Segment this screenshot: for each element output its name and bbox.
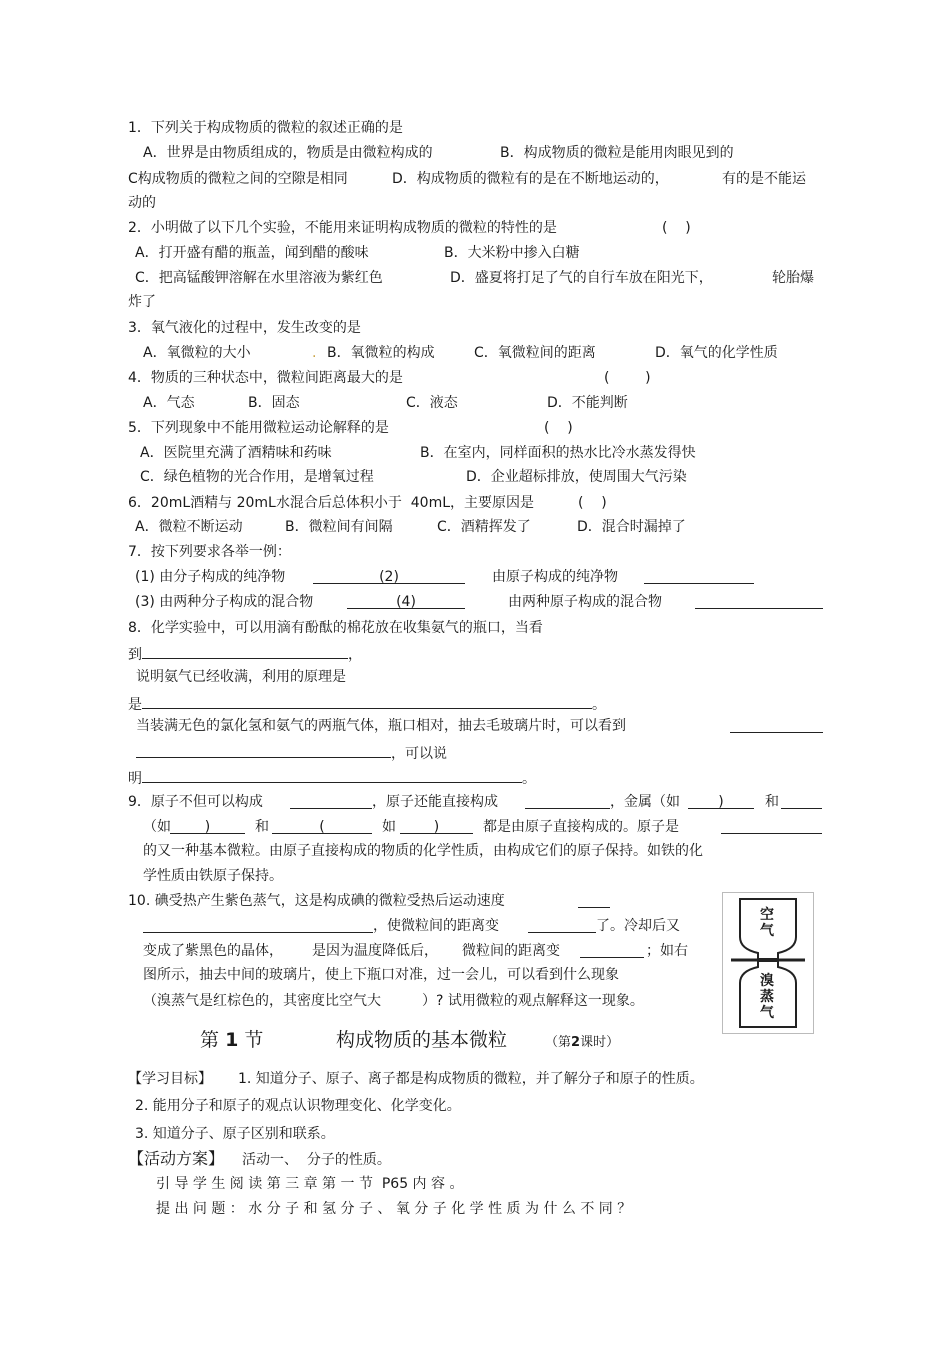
q8-blank-4[interactable] bbox=[136, 742, 391, 758]
q6-option-d: D．混合时漏掉了 bbox=[577, 519, 686, 535]
objective-2: 2. 能用分子和原子的观点认识物理变化、化学变化。 bbox=[135, 1098, 461, 1114]
q10-blank-3[interactable] bbox=[528, 917, 596, 938]
q7-item-2: 由原子构成的纯净物 bbox=[492, 569, 618, 585]
q9-blank-7[interactable] bbox=[400, 818, 473, 836]
q9-line-1: 9．原子不但可以构成 bbox=[128, 794, 263, 810]
q1-option-d: D．构成物质的微粒有的是在不断地运动的， bbox=[392, 171, 669, 187]
figure-top-label: 空气 bbox=[760, 907, 774, 939]
activity-line-1: 引 导 学 生 阅 读 第 三 章 第 一 节 P65 内 容 。 bbox=[156, 1176, 464, 1192]
q10-line-2-a: ，使微粒间的距离变 bbox=[373, 918, 499, 934]
q8-line-4-end: 。 bbox=[592, 697, 606, 713]
q6-stem: 6．20mL酒精与 20mL水混合后总体积小于 40mL，主要原因是 bbox=[128, 495, 535, 511]
q4-option-d: D．不能判断 bbox=[547, 395, 628, 411]
q1-option-d-wrap: 动的 bbox=[128, 195, 156, 211]
q5-option-b: B．在室内，同样面积的热水比冷水蒸发得快 bbox=[420, 445, 696, 461]
q8-blank-2[interactable] bbox=[142, 693, 592, 709]
section-subtitle bbox=[545, 1034, 619, 1052]
q4-option-a: A．气态 bbox=[143, 395, 195, 411]
q1-stem: 1．下列关于构成物质的微粒的叙述正确的是 bbox=[128, 120, 403, 136]
q4-option-c: C．液态 bbox=[406, 395, 458, 411]
q9-blank-2[interactable] bbox=[525, 793, 610, 814]
q10-blank-1[interactable] bbox=[578, 892, 610, 913]
q4-stem: 4．物质的三种状态中，微粒间距离最大的是 bbox=[128, 370, 403, 386]
activity-label: 【活动方案】 bbox=[128, 1149, 225, 1168]
q8-blank-3[interactable] bbox=[730, 717, 823, 738]
q4-option-b: B．固态 bbox=[248, 395, 300, 411]
q8-blank-1[interactable] bbox=[142, 643, 348, 659]
q6-answer-paren: ( ) bbox=[578, 495, 607, 511]
q9-line-1-c: ，金属（如 bbox=[610, 794, 680, 810]
q9-line-2-g: 都是由原子直接构成的。原子是 bbox=[483, 819, 679, 835]
q9-line-2-open-paren: ( bbox=[319, 819, 325, 835]
q10-line-5-a: （溴蒸气是红棕色的，其密度比空气大 bbox=[143, 993, 381, 1009]
q8-line-2 bbox=[128, 643, 362, 664]
figure-bottom-label: 溴蒸气 bbox=[760, 973, 774, 1021]
q6-option-c: C．酒精挥发了 bbox=[437, 519, 531, 535]
q2-option-b: B．大米粉中掺入白糖 bbox=[444, 245, 580, 261]
q7-blank-1[interactable] bbox=[313, 568, 465, 586]
q2-option-c: C．把高锰酸钾溶解在水里溶液为紫红色 bbox=[135, 270, 383, 286]
q10-line-1: 10. 碘受热产生紫色蒸气，这是构成碘的微粒受热后运动速度 bbox=[128, 893, 505, 909]
q7-item-3: (3) 由两种分子构成的混合物 bbox=[135, 594, 314, 610]
q9-line-2-a: （如 bbox=[143, 819, 171, 835]
activity-title: 活动一、 分子的性质。 bbox=[242, 1152, 391, 1168]
objective-3: 3. 知道分子、原子区别和联系。 bbox=[135, 1126, 335, 1142]
q9-blank-3[interactable] bbox=[688, 793, 754, 811]
q1-option-d-cont: 有的是不能运 bbox=[722, 171, 806, 187]
q9-line-1-and: 和 bbox=[765, 794, 779, 810]
q10-line-3-a: 变成了紫黑色的晶体， bbox=[143, 943, 283, 959]
q5-answer-paren: ( ) bbox=[544, 420, 573, 436]
q9-line-3: 的又一种基本微粒。由原子直接构成的物质的化学性质，由构成它们的原子保持。如铁的化 bbox=[143, 843, 703, 859]
q9-line-2-and: 和 bbox=[255, 819, 269, 835]
q10-line-2-b: 了。冷却后又 bbox=[596, 918, 680, 934]
section-title-prefix: 第 bbox=[200, 1029, 220, 1051]
q9-blank-1[interactable] bbox=[290, 793, 372, 814]
q9-blank-4[interactable] bbox=[781, 793, 822, 814]
q7-blank-4[interactable] bbox=[695, 593, 823, 614]
q8-line-6 bbox=[136, 742, 447, 763]
q8-line-7-start: 明 bbox=[128, 771, 142, 787]
q7-blank-3[interactable] bbox=[347, 593, 465, 611]
q2-stem: 2．小明做了以下几个实验，不能用来证明构成物质的微粒的特性的是 bbox=[128, 220, 557, 236]
q10-line-5-b: ）? 试用微粒的观点解释这一现象。 bbox=[422, 993, 644, 1009]
q8-line-2-start: 到 bbox=[128, 647, 142, 663]
q8-line-4-start: 是 bbox=[128, 697, 142, 713]
q6-option-b: B．微粒间有间隔 bbox=[285, 519, 393, 535]
q9-blank-6[interactable] bbox=[272, 818, 372, 836]
section-subtitle-prefix: （第 bbox=[545, 1035, 572, 1050]
section-title-suffix: 节 bbox=[244, 1029, 264, 1051]
q5-stem: 5．下列现象中不能用微粒运动论解释的是 bbox=[128, 420, 389, 436]
q9-line-1-paren: ) bbox=[718, 794, 724, 810]
activity-line-2: 提 出 问 题 ： 水 分 子 和 氢 分 子 、 氧 分 子 化 学 性 质 为 什 么 不 同 ？ bbox=[156, 1201, 632, 1217]
q9-blank-8[interactable] bbox=[721, 818, 822, 839]
q10-line-3-c: 微粒间的距离变 bbox=[462, 943, 560, 959]
q2-option-d-cont: 轮胎爆 bbox=[772, 270, 814, 286]
q4-answer-paren: ( ) bbox=[604, 370, 651, 386]
q9-line-2-paren: ) bbox=[204, 819, 211, 835]
q10-blank-4[interactable] bbox=[580, 942, 644, 963]
q3-option-a: A．氧微粒的大小 bbox=[143, 345, 251, 361]
q5-option-d: D．企业超标排放，使周围大气污染 bbox=[466, 469, 687, 485]
q9-line-1-b: ，原子还能直接构成 bbox=[372, 794, 498, 810]
q10-line-4: 图所示，抽去中间的玻璃片，使上下瓶口对准，过一会儿，可以看到什么现象 bbox=[143, 967, 619, 983]
q7-item-2-number: (2) bbox=[379, 569, 399, 585]
q8-line-7-end: 。 bbox=[522, 771, 536, 787]
section-title-number: 1 bbox=[225, 1029, 239, 1051]
q8-line-4 bbox=[128, 693, 606, 714]
q8-line-5: 当装满无色的氯化氢和氨气的两瓶气体，瓶口相对，抽去毛玻璃片时，可以看到 bbox=[136, 718, 626, 734]
q8-line-3: 说明氨气已经收满，利用的原理是 bbox=[136, 669, 346, 685]
objectives-label: 【学习目标】 bbox=[128, 1071, 212, 1087]
q3-option-b: B．氧微粒的构成 bbox=[327, 345, 435, 361]
objective-1: 1. 知道分子、原子、离子都是构成物质的微粒，并了解分子和原子的性质。 bbox=[238, 1071, 704, 1087]
q10-line-3-b: 是因为温度降低后， bbox=[312, 943, 438, 959]
q8-stem: 8．化学实验中，可以用滴有酚酞的棉花放在收集氨气的瓶口，当看 bbox=[128, 620, 543, 636]
q7-blank-2[interactable] bbox=[644, 568, 754, 589]
q1-option-a: A．世界是由物质组成的，物质是由微粒构成的 bbox=[143, 145, 433, 161]
section-subtitle-suffix: 课时） bbox=[580, 1035, 620, 1050]
q2-answer-paren: ( ) bbox=[662, 220, 691, 236]
q8-blank-5[interactable] bbox=[142, 767, 522, 783]
q3-option-c: C．氧微粒间的距离 bbox=[474, 345, 596, 361]
q7-item-4: 由两种原子构成的混合物 bbox=[508, 594, 662, 610]
q3-stem: 3．氧气液化的过程中，发生改变的是 bbox=[128, 320, 361, 336]
q10-line-3-d: ；如右 bbox=[646, 943, 688, 959]
q9-line-2-ru: 如 bbox=[382, 819, 396, 835]
q1-option-b: B．构成物质的微粒是能用肉眼见到的 bbox=[500, 145, 734, 161]
gas-bottles-figure bbox=[722, 892, 814, 1034]
q3-dot: . bbox=[312, 345, 317, 361]
q3-option-d: D．氧气的化学性质 bbox=[655, 345, 778, 361]
q8-line-7 bbox=[128, 767, 536, 788]
q2-option-a: A．打开盛有醋的瓶盖，闻到醋的酸味 bbox=[135, 245, 369, 261]
q7-stem: 7．按下列要求各举一例： bbox=[128, 544, 291, 560]
q9-blank-5[interactable] bbox=[170, 818, 245, 836]
q8-line-6-end: ，可以说 bbox=[391, 746, 447, 762]
q8-line-2-end: ， bbox=[348, 647, 362, 663]
q10-blank-2[interactable] bbox=[143, 917, 373, 938]
q2-option-d-wrap: 炸了 bbox=[128, 294, 156, 310]
q9-line-2-close-paren: ) bbox=[433, 819, 440, 835]
q9-line-4: 学性质由铁原子保持。 bbox=[143, 868, 283, 884]
q1-option-c: C构成物质的微粒之间的空隙是相同 bbox=[128, 171, 348, 187]
q2-option-d: D．盛夏将打足了气的自行车放在阳光下， bbox=[450, 270, 713, 286]
section-subtitle-number: 2 bbox=[571, 1035, 581, 1050]
q5-option-a: A．医院里充满了酒精味和药味 bbox=[140, 445, 332, 461]
q7-item-1: (1) 由分子构成的纯净物 bbox=[135, 569, 286, 585]
q6-option-a: A．微粒不断运动 bbox=[135, 519, 243, 535]
section-title bbox=[200, 1028, 263, 1052]
q5-option-c: C．绿色植物的光合作用，是增氧过程 bbox=[140, 469, 374, 485]
q7-item-4-number: (4) bbox=[396, 594, 416, 610]
section-title-main: 构成物质的基本微粒 bbox=[336, 1029, 508, 1051]
